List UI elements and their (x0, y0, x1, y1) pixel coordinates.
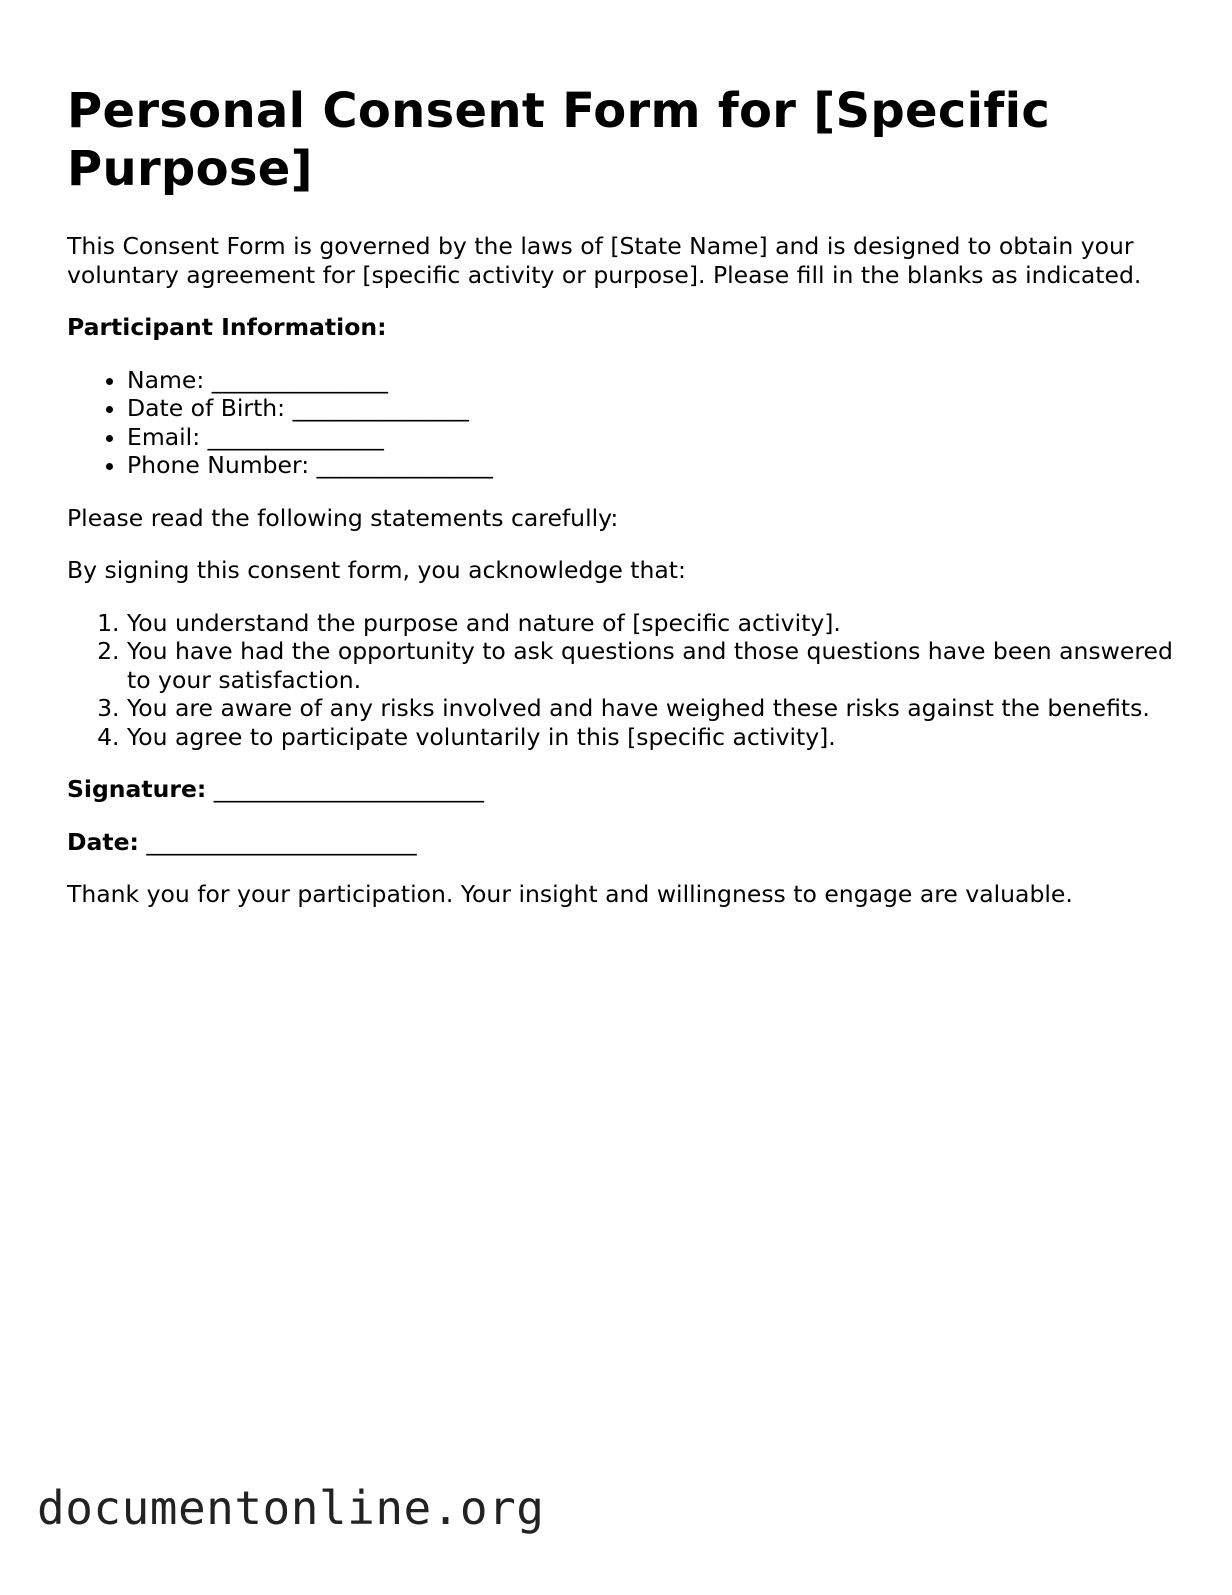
date-label: Date: (67, 827, 139, 856)
acknowledgement-item: 4. You agree to participate voluntarily in this [specific activity]. (127, 723, 1177, 752)
acknowledgement-item: 3. You are aware of any risks involved and have weighed these risks against the benefits. (127, 694, 1177, 723)
closing-paragraph: Thank you for your participation. Your insight and willingness to engage are valuable. (67, 880, 1073, 908)
participant-field-email: • Email: _______________ (127, 423, 1177, 452)
participant-field-name: • Name: _______________ (127, 366, 1177, 395)
participant-field-list (67, 366, 1177, 480)
acknowledge-intro: By signing this consent form, you acknowledge that: (67, 556, 686, 584)
signature-label: Signature: (67, 775, 207, 803)
date-line (67, 828, 1177, 857)
watermark-text: documentonline.org (37, 1481, 545, 1535)
intro-paragraph: This Consent Form is governed by the laws of [State Name] and is designed to obtain your voluntary agreement for [specific activity or purpose]. Please fill in the blanks as indicated. (67, 232, 1142, 289)
signature-blank: _______________________ (213, 775, 485, 803)
acknowledgement-list (67, 609, 1177, 752)
signature-line (67, 775, 1177, 804)
acknowledgement-item: 2. You have had the opportunity to ask questions and those questions have been answered to your satisfaction. (127, 637, 1177, 694)
document-title: Personal Consent Form for [Specific Purpose] (67, 83, 1051, 197)
document-page (67, 82, 1177, 909)
participant-field-phone: • Phone Number: _______________ (127, 451, 1177, 480)
participant-field-dob: • Date of Birth: _______________ (127, 394, 1177, 423)
read-statement: Please read the following statements carefully: (67, 503, 619, 532)
acknowledgement-item: 1. You understand the purpose and nature of [specific activity]. (127, 609, 1177, 638)
date-blank: _______________________ (146, 827, 417, 856)
participant-heading: Participant Information: (67, 313, 387, 341)
